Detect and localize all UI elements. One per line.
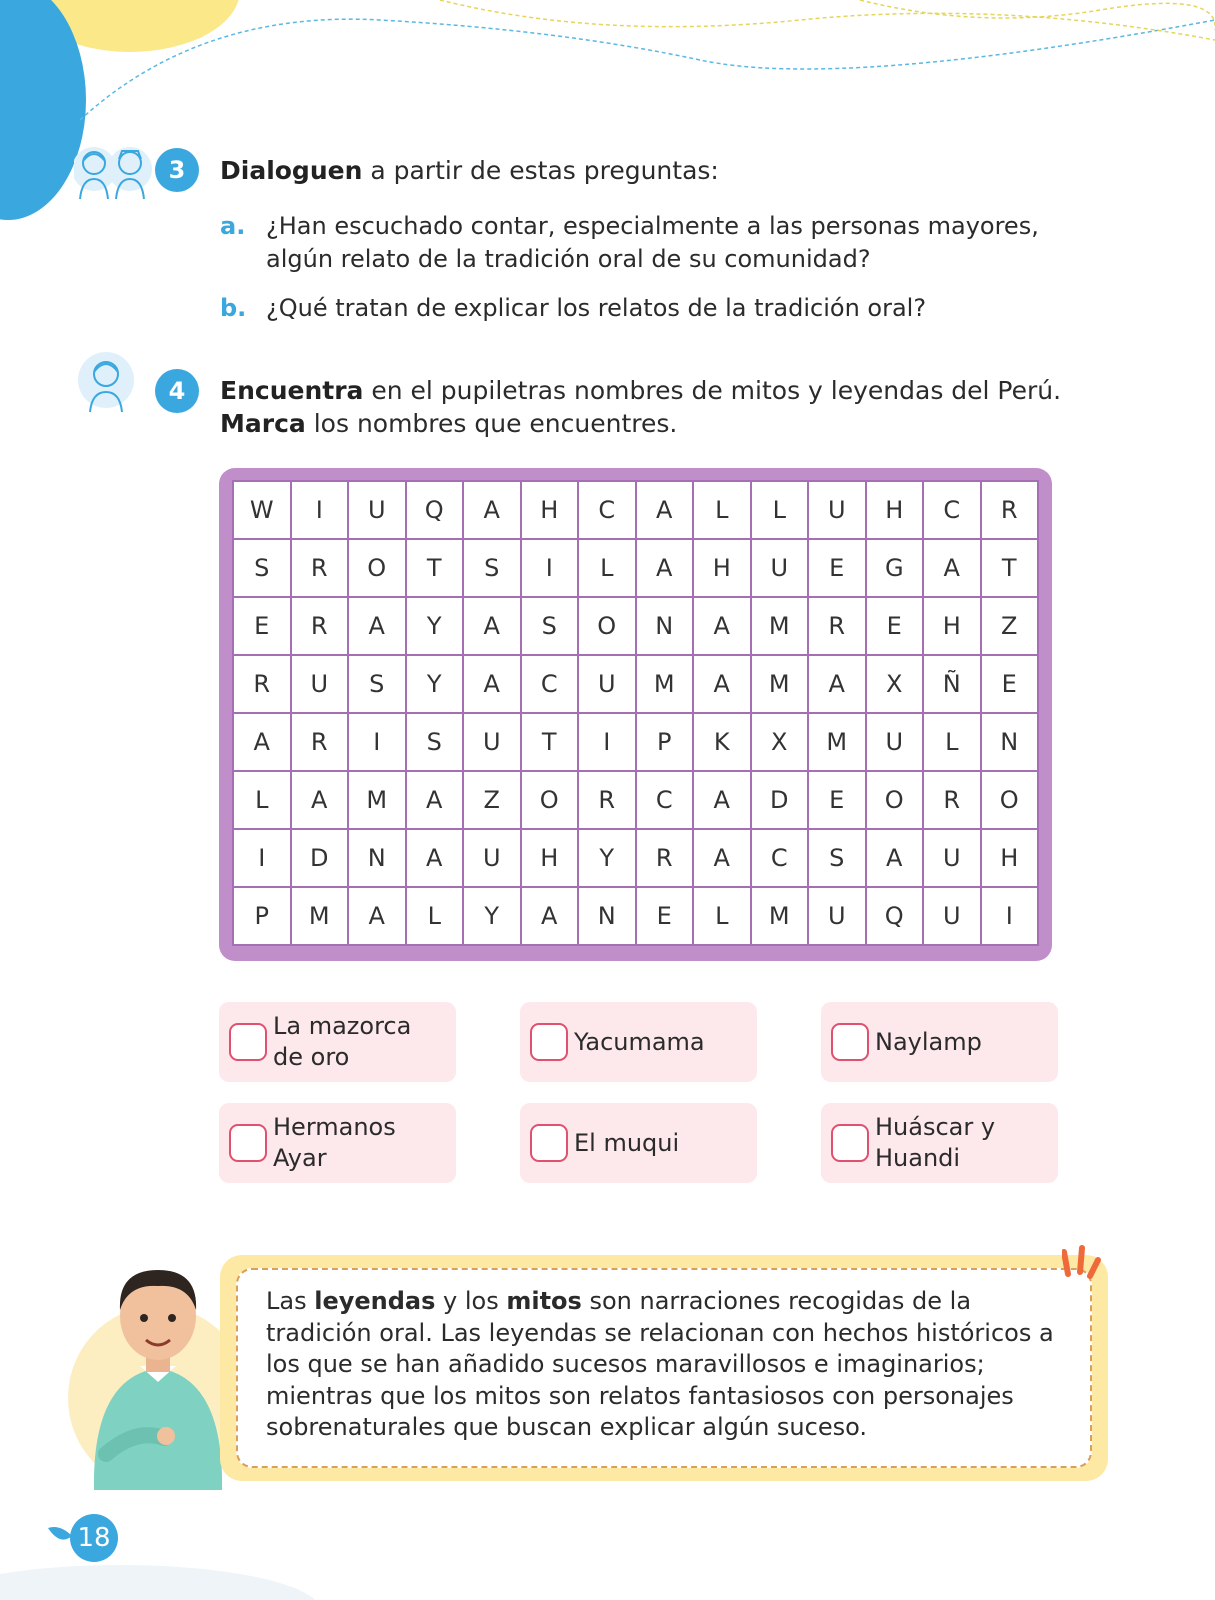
checkbox[interactable]	[530, 1023, 568, 1061]
word-search-cell[interactable]: I	[349, 714, 407, 772]
word-search-cell[interactable]: Q	[867, 888, 925, 946]
activity-3-instruction	[220, 154, 719, 187]
question-a-text: ¿Han escuchado contar, especialmente a las personas mayores, algún relato de la tradición oral de su comunidad?	[266, 212, 1039, 273]
word-search-cell[interactable]: N	[982, 714, 1040, 772]
word-search-cell[interactable]: N	[579, 888, 637, 946]
word-search-cell[interactable]: U	[809, 888, 867, 946]
word-search-cell[interactable]: I	[982, 888, 1040, 946]
word-search-cell[interactable]: A	[407, 830, 465, 888]
question-a-letter: a.	[220, 212, 246, 240]
word-search-cell[interactable]: U	[924, 830, 982, 888]
word-search-cell[interactable]: N	[637, 598, 695, 656]
checkbox[interactable]	[530, 1124, 568, 1162]
word-search-cell[interactable]: C	[752, 830, 810, 888]
word-search-cell[interactable]: G	[867, 540, 925, 598]
boy-illustration	[66, 1258, 246, 1490]
word-search-cell[interactable]: R	[292, 714, 350, 772]
word-search-cell[interactable]: O	[522, 772, 580, 830]
option-el-muqui[interactable]	[520, 1103, 757, 1183]
word-search-cell[interactable]: A	[407, 772, 465, 830]
info-text	[266, 1286, 1066, 1444]
word-search-cell[interactable]: R	[637, 830, 695, 888]
activity-3-instruction-text: a partir de estas preguntas:	[362, 156, 719, 185]
word-search-cell[interactable]: E	[637, 888, 695, 946]
word-search-cell[interactable]: W	[234, 482, 292, 540]
word-search-cell[interactable]: O	[867, 772, 925, 830]
word-search-cell[interactable]: L	[234, 772, 292, 830]
word-search-cell[interactable]: H	[982, 830, 1040, 888]
word-search-cell[interactable]: A	[464, 656, 522, 714]
word-search-cell[interactable]: R	[292, 598, 350, 656]
word-search-cell[interactable]: D	[292, 830, 350, 888]
option-naylamp[interactable]	[821, 1002, 1058, 1082]
word-search-cell[interactable]: L	[694, 482, 752, 540]
option-yacumama[interactable]	[520, 1002, 757, 1082]
activity-4-text-2: los nombres que encuentres.	[305, 409, 678, 438]
word-search-cell[interactable]: A	[349, 888, 407, 946]
word-search-cell[interactable]: R	[809, 598, 867, 656]
word-search-cell[interactable]: A	[464, 482, 522, 540]
word-search-cell[interactable]: U	[579, 656, 637, 714]
word-search-cell[interactable]: H	[867, 482, 925, 540]
word-search-cell[interactable]: H	[522, 830, 580, 888]
activity-4-text-1: en el pupiletras nombres de mitos y leyendas del Perú.	[363, 376, 1062, 405]
word-search-cell[interactable]: S	[522, 598, 580, 656]
word-search-cell[interactable]: P	[637, 714, 695, 772]
word-search-cell[interactable]: Y	[407, 656, 465, 714]
info-term-mitos: mitos	[506, 1287, 582, 1315]
word-search-cell[interactable]: E	[234, 598, 292, 656]
word-search-cell[interactable]: M	[752, 598, 810, 656]
activity-3-instruction-verb: Dialoguen	[220, 156, 363, 185]
word-search-cell[interactable]: E	[867, 598, 925, 656]
word-search-cell[interactable]: Z	[982, 598, 1040, 656]
word-search-cell[interactable]: I	[234, 830, 292, 888]
word-search-cell[interactable]: E	[809, 540, 867, 598]
word-search-cell[interactable]: H	[522, 482, 580, 540]
word-search-cell[interactable]: M	[637, 656, 695, 714]
word-search-cell[interactable]: I	[292, 482, 350, 540]
word-search-cell[interactable]: U	[867, 714, 925, 772]
checkbox[interactable]	[229, 1023, 267, 1061]
word-search-cell[interactable]: M	[349, 772, 407, 830]
word-search-cell[interactable]: A	[349, 598, 407, 656]
word-search-cell[interactable]: U	[809, 482, 867, 540]
option-hermanos-ayar[interactable]	[219, 1103, 456, 1183]
word-search-cell[interactable]: A	[694, 830, 752, 888]
question-b-text: ¿Qué tratan de explicar los relatos de la tradición oral?	[266, 294, 927, 322]
word-search-cell[interactable]: U	[349, 482, 407, 540]
info-term-leyendas: leyendas	[314, 1287, 436, 1315]
person-icon	[76, 352, 136, 414]
pair-icon	[74, 143, 154, 203]
info-text-part: Las	[266, 1287, 315, 1315]
word-search-cell[interactable]: Y	[579, 830, 637, 888]
question-b-letter: b.	[220, 294, 247, 322]
word-search-cell[interactable]: L	[579, 540, 637, 598]
word-search-cell[interactable]: A	[637, 540, 695, 598]
word-search-cell[interactable]: A	[924, 540, 982, 598]
word-search-cell[interactable]: M	[752, 888, 810, 946]
word-search-cell[interactable]: M	[752, 656, 810, 714]
word-search-cell[interactable]: E	[982, 656, 1040, 714]
word-search-cell[interactable]: K	[694, 714, 752, 772]
word-search-cell[interactable]: E	[809, 772, 867, 830]
option-la-mazorca-de-oro[interactable]	[219, 1002, 456, 1082]
activity-3-number: 3	[155, 148, 199, 192]
checkbox[interactable]	[831, 1023, 869, 1061]
word-search-cell[interactable]: U	[464, 714, 522, 772]
word-search-cell[interactable]: Q	[407, 482, 465, 540]
checkbox[interactable]	[229, 1124, 267, 1162]
word-search-cell[interactable]: M	[292, 888, 350, 946]
word-search-cell[interactable]: I	[579, 714, 637, 772]
word-search-cell[interactable]: L	[924, 714, 982, 772]
word-search-cell[interactable]: R	[292, 540, 350, 598]
word-search-grid	[232, 480, 1039, 946]
word-search-cell[interactable]: Z	[464, 772, 522, 830]
word-search-cell[interactable]: A	[694, 772, 752, 830]
activity-4-instruction	[220, 374, 1090, 440]
word-search-cell[interactable]: S	[809, 830, 867, 888]
word-search-cell[interactable]: C	[924, 482, 982, 540]
word-search-cell[interactable]: Y	[407, 598, 465, 656]
word-search-cell[interactable]: R	[234, 656, 292, 714]
page-number: 18	[70, 1514, 118, 1562]
word-search-cell[interactable]: U	[924, 888, 982, 946]
info-text-part: son narraciones recogidas de la tradición oral. Las leyendas se relacionan con hechos históricos a los que se han añadido sucesos maravillosos e imaginarios; mientras que los mitos son relatos fantasiosos con personajes sobrenaturales que buscan explicar algún suceso.	[266, 1287, 1054, 1441]
word-search-cell[interactable]: N	[349, 830, 407, 888]
word-search-cell[interactable]: A	[809, 656, 867, 714]
word-search-cell[interactable]: A	[867, 830, 925, 888]
activity-4-verb-1: Encuentra	[220, 376, 364, 405]
option-label: Yacumama	[574, 1027, 705, 1056]
option-label: Huáscar y Huandi	[875, 1113, 996, 1172]
word-search-cell[interactable]: S	[407, 714, 465, 772]
word-search-cell[interactable]: R	[579, 772, 637, 830]
word-search-cell[interactable]: S	[349, 656, 407, 714]
word-search-cell[interactable]: O	[579, 598, 637, 656]
checkbox[interactable]	[831, 1124, 869, 1162]
option-label: Naylamp	[875, 1027, 982, 1056]
word-search-cell[interactable]: U	[752, 540, 810, 598]
word-search-cell[interactable]: M	[809, 714, 867, 772]
word-search-cell[interactable]: R	[924, 772, 982, 830]
word-search-cell[interactable]: S	[464, 540, 522, 598]
word-search-cell[interactable]: T	[522, 714, 580, 772]
sparkle-icon	[1062, 1244, 1102, 1280]
info-text-part: y los	[435, 1287, 507, 1315]
word-search-cell[interactable]: C	[637, 772, 695, 830]
option-huascar-y-huandi[interactable]	[821, 1103, 1058, 1183]
word-search-cell[interactable]: H	[924, 598, 982, 656]
word-search-cell[interactable]: O	[982, 772, 1040, 830]
word-search-cell[interactable]: X	[752, 714, 810, 772]
word-search-cell[interactable]: L	[694, 888, 752, 946]
word-search-cell[interactable]: T	[407, 540, 465, 598]
word-search-cell[interactable]: L	[407, 888, 465, 946]
word-search-cell[interactable]: C	[522, 656, 580, 714]
word-search-cell[interactable]: O	[349, 540, 407, 598]
word-search-cell[interactable]: A	[292, 772, 350, 830]
word-search-cell[interactable]: C	[579, 482, 637, 540]
word-search-cell[interactable]: A	[694, 598, 752, 656]
activity-4-verb-2: Marca	[220, 409, 306, 438]
activity-4-number: 4	[155, 369, 199, 413]
word-search-cell[interactable]: D	[752, 772, 810, 830]
option-label: El muqui	[574, 1128, 680, 1157]
option-label: La mazorca de oro	[273, 1012, 412, 1071]
word-search-cell[interactable]: P	[234, 888, 292, 946]
word-search-cell[interactable]: U	[464, 830, 522, 888]
word-search-cell[interactable]: S	[234, 540, 292, 598]
word-search-cell[interactable]: R	[982, 482, 1040, 540]
word-search-cell[interactable]: A	[234, 714, 292, 772]
word-search-cell[interactable]: L	[752, 482, 810, 540]
word-search-cell[interactable]: A	[464, 598, 522, 656]
word-search-cell[interactable]: Ñ	[924, 656, 982, 714]
word-search-cell[interactable]: U	[292, 656, 350, 714]
word-search-cell[interactable]: X	[867, 656, 925, 714]
word-search-cell[interactable]: A	[637, 482, 695, 540]
word-search-cell[interactable]: A	[694, 656, 752, 714]
word-search-cell[interactable]: I	[522, 540, 580, 598]
word-search-cell[interactable]: H	[694, 540, 752, 598]
word-search-cell[interactable]: Y	[464, 888, 522, 946]
word-search-cell[interactable]: A	[522, 888, 580, 946]
word-search-cell[interactable]: T	[982, 540, 1040, 598]
option-label: Hermanos Ayar	[273, 1113, 396, 1172]
